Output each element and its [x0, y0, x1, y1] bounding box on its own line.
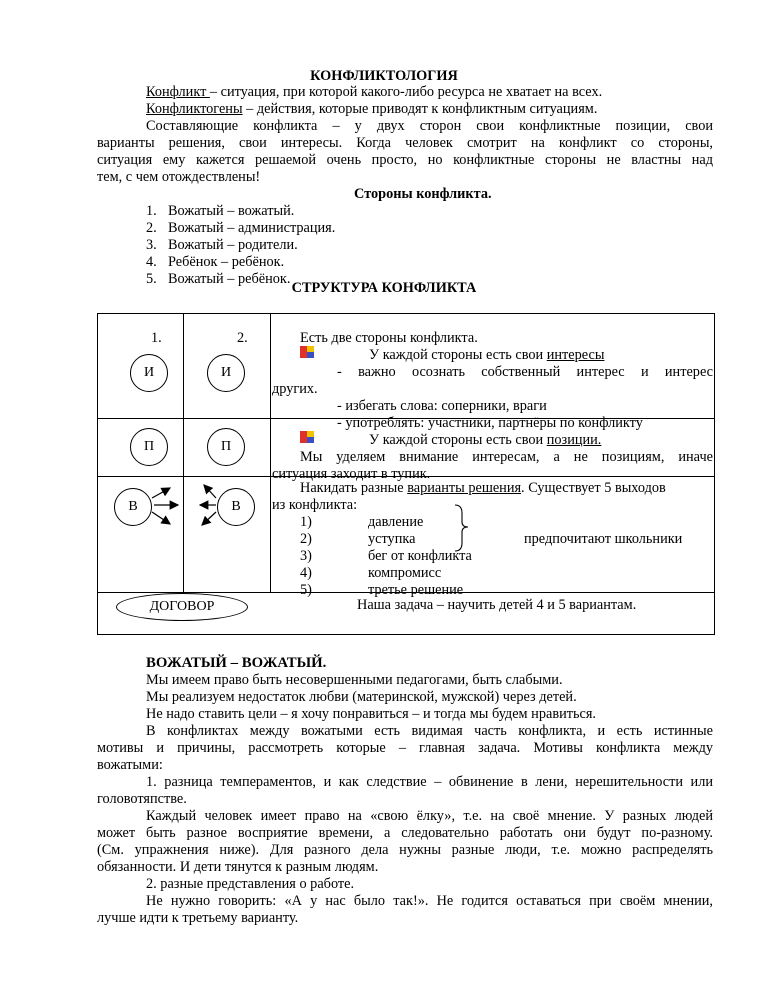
sides-item: Вожатый – ребёнок.	[168, 271, 291, 287]
table-divider	[183, 313, 184, 593]
option-text: уступка	[368, 531, 416, 547]
interest-circle-right: И	[207, 354, 245, 392]
positions-word: позиции.	[546, 432, 602, 448]
paragraph-line: может быть разное восприятие времени, а следовательно работать они будут по-разному.	[97, 825, 713, 841]
interests-prefix: У каждой стороны есть свои	[369, 347, 547, 363]
paragraph: Не надо ставить цели – я хочу понравиться – и тогда мы будем нравиться.	[146, 706, 596, 722]
agreement-oval: ДОГОВОР	[116, 593, 248, 621]
option-text: давление	[368, 514, 424, 530]
paragraph: Мы имеем право быть несовершенными педагогами, быть слабыми.	[146, 672, 563, 688]
interests-line	[369, 347, 604, 364]
paragraph-line: обязанности. И дети тянутся к разным людям.	[97, 859, 379, 875]
position-circle-right: П	[207, 428, 245, 466]
components-line: тем, с чем отождествлены!	[97, 169, 261, 185]
conflictogens-definition	[146, 101, 597, 118]
conflict-definition	[146, 84, 602, 101]
paragraph: 2. разные представления о работе.	[146, 876, 355, 892]
flag-bullet-icon	[300, 346, 314, 358]
option-text: бег от конфликта	[368, 548, 472, 564]
paragraph-line: (См. упражнения ниже). Для разного дела нужны разные люди, т.е. можно распределять	[97, 842, 713, 858]
conflict-def-text: – ситуация, при которой какого-либо ресурса не хватает на всех.	[209, 84, 603, 100]
column-number-2: 2.	[237, 330, 248, 346]
sides-number: 3.	[146, 237, 157, 253]
attention-line: ситуация заходит в тупик.	[272, 466, 431, 482]
variants-line: из конфликта:	[272, 497, 358, 513]
table-divider	[270, 313, 271, 593]
sides-item: Вожатый – родители.	[168, 237, 298, 253]
positions-prefix: У каждой стороны есть свои	[369, 432, 547, 448]
sides-heading: Стороны конфликта.	[354, 186, 492, 202]
variants-line	[300, 480, 666, 497]
important-line: - важно осознать собственный интерес и интерес	[337, 364, 713, 380]
sides-item: Ребёнок – ребёнок.	[168, 254, 285, 270]
sides-number: 5.	[146, 271, 157, 287]
document-title: КОНФЛИКТОЛОГИЯ	[310, 68, 458, 84]
arrow-down-right	[152, 512, 170, 524]
arrow-up-right	[152, 488, 170, 498]
conflictogens-def-text: – действия, которые приводят к конфликтным ситуациям.	[242, 101, 598, 117]
option-number: 2)	[300, 531, 312, 547]
sides-number: 4.	[146, 254, 157, 270]
sides-item: Вожатый – администрация.	[168, 220, 336, 236]
paragraph-line: лучше идти к третьему варианту.	[97, 910, 299, 926]
components-line: ситуация ему кажется решаемой очень просто, но конфликтные стороны не властны над	[97, 152, 713, 168]
position-circle-left: П	[130, 428, 168, 466]
components-line: Составляющие конфликта – у двух сторон свои конфликтные позиции, свои	[146, 118, 713, 134]
conflictogens-term: Конфликтогены	[146, 101, 243, 117]
paragraph-line: вожатыми:	[97, 757, 163, 773]
option-number: 3)	[300, 548, 312, 564]
paragraph: Мы реализуем недостаток любви (материнской, мужской) через детей.	[146, 689, 577, 705]
sides-number: 1.	[146, 203, 157, 219]
paragraph-line: мотивы и причины, рассмотреть которые – главная задача. Мотивы конфликта между	[97, 740, 713, 756]
paragraph-line: Не нужно говорить: «А у нас было так!». Не годится оставаться при своём мнении,	[146, 893, 713, 909]
paragraph-line: 1. разница темпераментов, и как следствие – обвинение в лени, нерешительности или	[146, 774, 713, 790]
interests-word: интересы	[546, 347, 605, 363]
interest-circle-left: И	[130, 354, 168, 392]
column-number-1: 1.	[151, 330, 162, 346]
paragraph-line: В конфликтах между вожатыми есть видимая часть конфликта, и есть истинные	[146, 723, 713, 739]
attention-line: Мы уделяем внимание интересам, а не позициям, иначе	[300, 449, 713, 465]
positions-line	[369, 432, 601, 449]
option-number: 1)	[300, 514, 312, 530]
sides-item: Вожатый – вожатый.	[168, 203, 295, 219]
section-heading: ВОЖАТЫЙ – ВОЖАТЫЙ.	[146, 655, 327, 671]
important-line: других.	[272, 381, 318, 397]
option-number: 4)	[300, 565, 312, 581]
paragraph-line: головотяпстве.	[97, 791, 187, 807]
components-line: варианты решения, свои интересы. Когда человек смотрит на конфликт со стороны,	[97, 135, 713, 151]
pupils-prefer-text: предпочитают школьники	[524, 531, 683, 547]
variants-word: варианты решения	[407, 480, 522, 496]
arrow-down-left	[202, 512, 216, 525]
flag-bullet-icon	[300, 431, 314, 443]
conflict-term: Конфликт	[146, 84, 210, 100]
option-text: компромисс	[368, 565, 442, 581]
variant-circle-right: В	[217, 488, 255, 526]
variant-circle-left: В	[114, 488, 152, 526]
avoid-line: - избегать слова: соперники, враги	[337, 398, 547, 414]
paragraph-line: Каждый человек имеет право на «свою ёлку», т.е. на своё мнение. У разных людей	[146, 808, 713, 824]
option-number: 5)	[300, 582, 312, 598]
variants-suffix: . Существует 5 выходов	[521, 480, 666, 496]
use-line: - употреблять: участники, партнёры по конфликту	[337, 415, 643, 431]
arrow-up-left	[204, 485, 216, 498]
variants-prefix: Накидать разные	[300, 480, 408, 496]
variant-arrows	[140, 478, 260, 538]
two-sides-text: Есть две стороны конфликта.	[300, 330, 478, 346]
structure-heading: СТРУКТУРА КОНФЛИКТА	[291, 280, 477, 296]
task-text: Наша задача – научить детей 4 и 5 вариантам.	[357, 597, 637, 613]
option-text: третье решение	[368, 582, 464, 598]
brace-icon	[452, 503, 472, 553]
sides-number: 2.	[146, 220, 157, 236]
